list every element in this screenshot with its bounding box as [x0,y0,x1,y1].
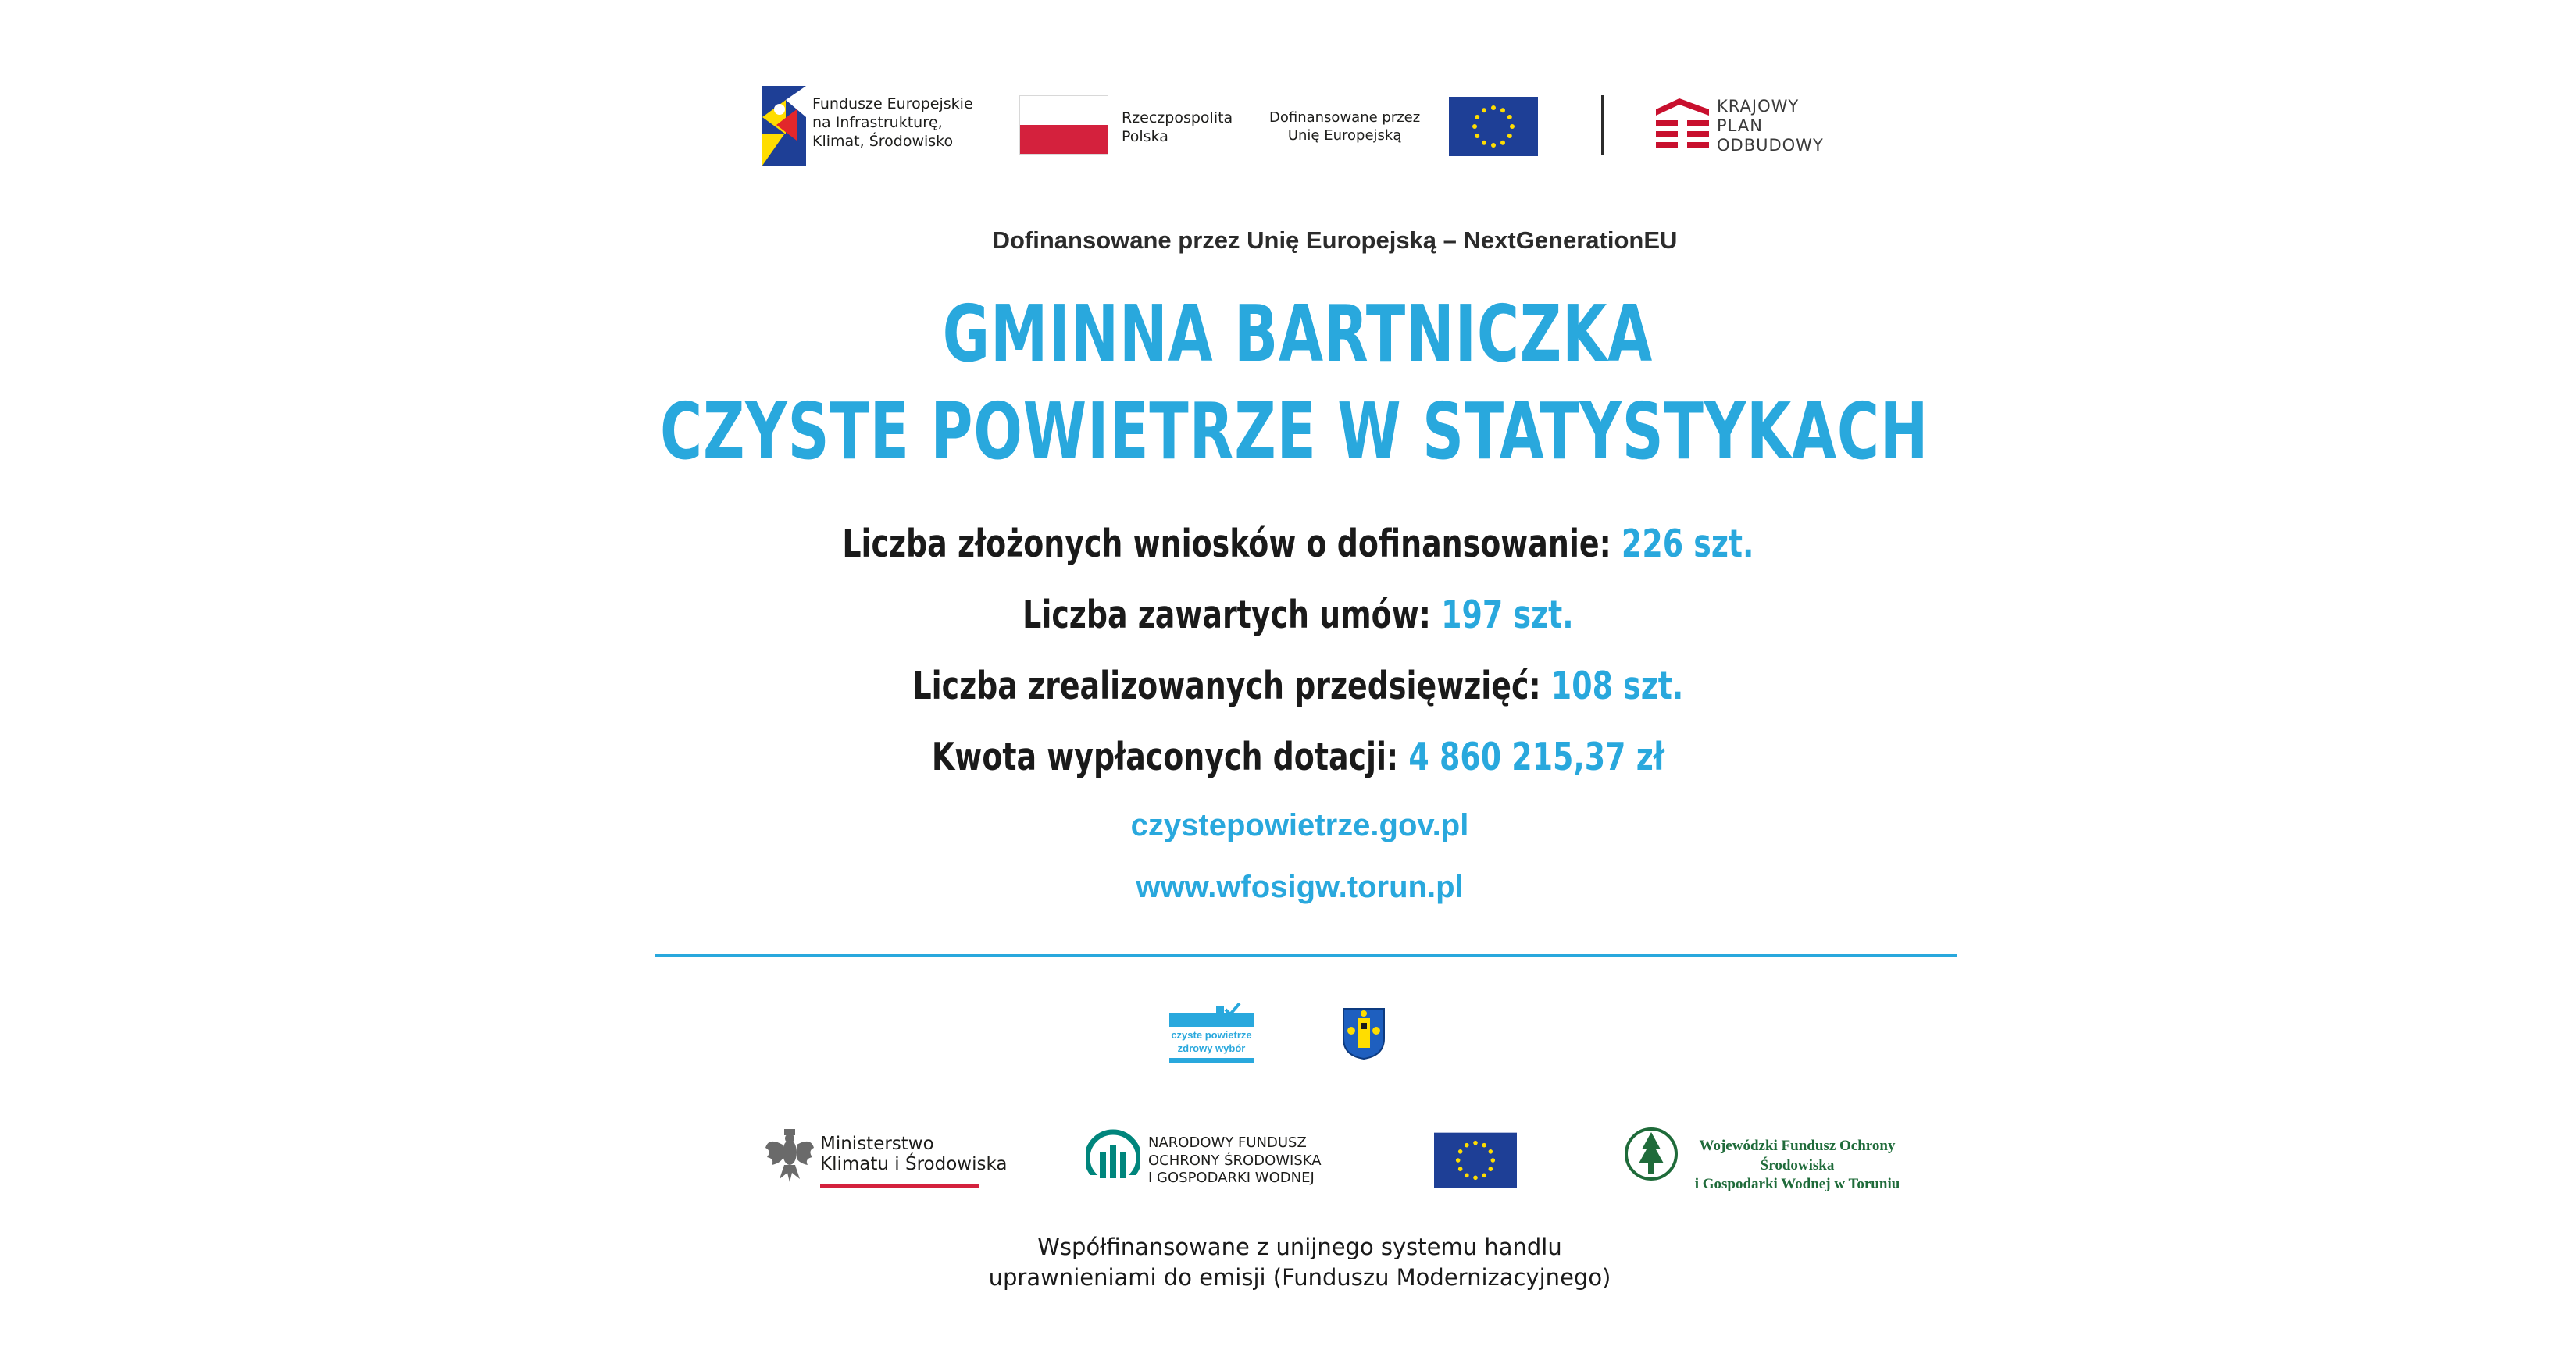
header-divider [1601,95,1604,155]
ministry-logo-text [820,1134,1007,1175]
stat-value: 226 szt. [1621,522,1754,566]
stat-value: 4 860 215,37 zł [1408,735,1664,779]
link-czystepowietrze[interactable]: czystepowietrze.gov.pl [1130,808,1469,842]
eu-star [1507,115,1512,119]
fe-line3: Klimat, Środowisko [812,132,954,150]
eu-star [1489,1149,1493,1154]
eu-star [1491,1158,1496,1163]
stat-value: 108 szt. [1550,664,1684,708]
eu-star [1472,124,1477,129]
eu-star [1491,143,1496,148]
fe-feniks-icon [762,86,806,166]
title-line-2: CZYSTE POWIETRZE W STATYSTYKACH [660,386,1929,477]
nfos-line3: I GOSPODARKI WODNEJ [1148,1170,1315,1186]
nfos-icon [1086,1128,1140,1188]
stat-projects [180,664,2396,708]
footer-line1: Współfinansowane z unijnego systemu handlu [1037,1234,1562,1260]
eu-logo-text [1269,109,1420,144]
ministry-line1: Ministerstwo [820,1134,934,1154]
eu-star [1475,115,1479,119]
eu-star [1500,141,1505,145]
fe-line1: Fundusze Europejskie [812,95,973,112]
rp-logo-text [1122,109,1233,147]
eu-star [1482,1143,1486,1148]
kpo-line3: ODBUDOWY [1717,136,1824,155]
eu-star [1473,1176,1478,1181]
eu-star [1456,1158,1461,1163]
footer-line2: uprawnieniami do emisji (Funduszu Modernizacyjnego) [988,1264,1611,1291]
stat-contracts [180,593,2396,637]
eu-star [1510,124,1515,129]
ministry-line2: Klimatu i Środowiska [820,1154,1008,1175]
stat-grants [180,735,2396,779]
ministry-red-bar [820,1184,979,1188]
footer-note [0,1232,2576,1293]
wfos-line1: Wojewódzki Fundusz Ochrony Środowiska [1699,1138,1896,1174]
eu-star [1491,105,1496,110]
rp-line1: Rzeczpospolita [1122,109,1233,126]
fe-logo-text [812,95,973,151]
house-icon [1169,1003,1254,1027]
kpo-icon [1656,98,1709,156]
wfos-icon [1623,1126,1679,1182]
czyste-line2: zdrowy wybór [1177,1042,1246,1054]
wfos-line2: i Gospodarki Wodnej w Toruniu [1694,1176,1900,1193]
czyste-bar [1169,1058,1254,1063]
wfos-logo-text [1684,1137,1911,1195]
stat-value: 197 szt. [1441,593,1574,637]
eu-star [1482,108,1486,112]
header-logos [750,78,1859,172]
kpo-line1: KRAJOWY [1717,97,1800,116]
eu-star [1458,1167,1463,1171]
fe-line2: na Infrastrukturę, [812,113,943,131]
eu-line1: Dofinansowane przez [1269,109,1421,126]
stat-applications [180,522,2396,566]
eu-star [1465,1174,1469,1178]
eu-star [1482,141,1486,145]
nfos-line1: NARODOWY FUNDUSZ [1148,1134,1307,1151]
eu-star [1458,1149,1463,1154]
stat-label: Liczba złożonych wniosków o dofinansowanie: [842,522,1611,566]
czyste-powietrze-logo [1169,1003,1254,1066]
title-line-1: GMINNA BARTNICZKA [942,288,1654,379]
kpo-logo-text [1717,97,1824,156]
eu-star [1475,134,1479,138]
eu-star [1507,134,1512,138]
funding-note: Dofinansowane przez Unię Europejską – NextGenerationEU [992,226,1678,254]
stat-label: Kwota wypłaconych dotacji: [931,735,1399,779]
eu-star [1500,108,1505,112]
eu-star [1482,1174,1486,1178]
czyste-line1: czyste powietrze [1171,1029,1252,1041]
nfos-logo-text [1148,1134,1322,1188]
eu-flag-bottom-icon [1434,1132,1517,1188]
eu-star [1473,1141,1478,1145]
link-wfosigw[interactable]: www.wfosigw.torun.pl [1136,870,1464,904]
gmina-coat-of-arms-icon [1342,1007,1386,1060]
separator-line [655,954,1957,957]
stat-label: Liczba zawartych umów: [1022,593,1431,637]
eu-flag-icon [1449,97,1538,156]
nfos-line2: OCHRONY ŚRODOWISKA [1148,1152,1322,1169]
rp-line2: Polska [1122,127,1168,145]
stat-label: Liczba zrealizowanych przedsięwzięć: [912,664,1541,708]
poland-flag-icon [1019,95,1108,155]
eu-line2: Unię Europejską [1287,126,1402,144]
eu-star [1465,1143,1469,1148]
eu-star [1489,1167,1493,1171]
polish-eagle-icon [764,1124,815,1184]
kpo-line2: PLAN [1717,116,1763,136]
